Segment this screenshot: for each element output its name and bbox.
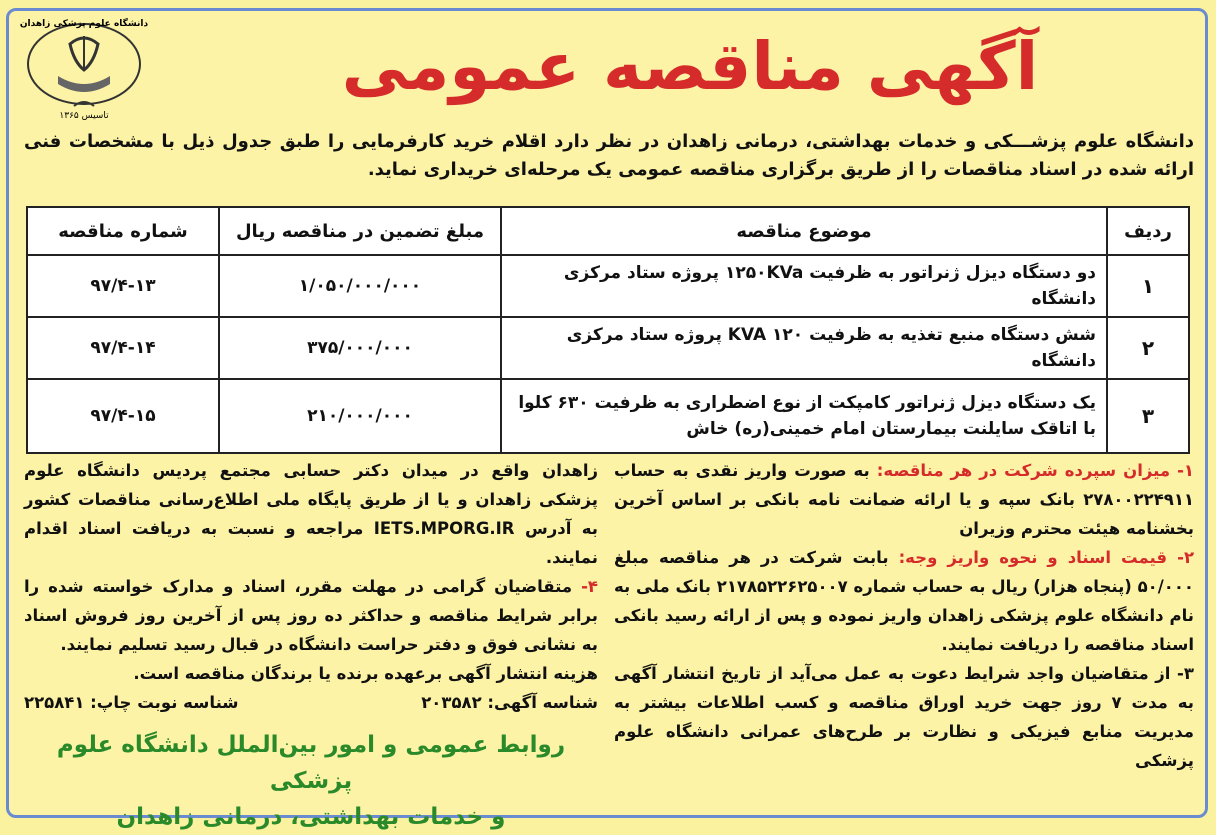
publisher-line-2: و خدمات بهداشتی، درمانی زاهدان: [116, 804, 506, 830]
row-guarantee: ۳۷۵/۰۰۰/۰۰۰: [219, 317, 501, 379]
conditions-column-right: [614, 456, 1194, 775]
section-2-title: ۲- قیمت اسناد و نحوه واریز وجه:: [898, 548, 1195, 567]
logo-university-name: دانشگاه علوم پزشکی زاهدان: [19, 19, 149, 29]
row-number: ۲: [1107, 317, 1189, 379]
university-logo: [18, 14, 150, 126]
table-row: [27, 379, 1189, 453]
header-subject: موضوع مناقصه: [501, 207, 1107, 255]
section-3-continued: [24, 456, 598, 572]
header-row-number: ردیف: [1107, 207, 1189, 255]
identifier-row: [24, 688, 598, 717]
table-row: [27, 255, 1189, 317]
section-4: [24, 572, 598, 659]
row-number: ۱: [1107, 255, 1189, 317]
ad-id: شناسه آگهی: ۲۰۳۵۸۲: [421, 693, 598, 712]
section-1-text: به صورت واریز نقدی به حساب ۲۷۸۰۰۲۲۴۹۱۱ بانک سپه و یا ارائه ضمانت نامه بانکی بر اساس آخرین بخشنامه هیئت محترم وزیران: [614, 461, 1194, 538]
table-header-row: [27, 207, 1189, 255]
section-2: [614, 543, 1194, 659]
section-3-cont-b: مراجعه و نسبت به دریافت اسناد اقدام نمایند.: [24, 519, 598, 567]
section-1-title: ۱- میزان سپرده شرکت در هر مناقصه:: [876, 461, 1194, 480]
table-row: [27, 317, 1189, 379]
section-2-text: بابت شرکت در هر مناقصه مبلغ ۵۰/۰۰۰ (پنجاه هزار) ریال به حساب شماره ۲۱۷۸۵۲۲۶۲۵۰۰۷ بانک ملی به نام دانشگاه علوم پزشکی زاهدان واریز نموده و پس از ارائه رسید بانکی اسناد مناقصه را دریافت نمایند.: [614, 548, 1194, 654]
publisher-line-1: روابط عمومی و امور بین‌الملل دانشگاه علوم پزشکی: [56, 732, 566, 794]
row-subject: یک دستگاه دیزل ژنراتور کامپکت از نوع اضطراری به ظرفیت ۶۳۰ کلوا با اتاقک سایلنت بیمارستان امام خمینی(ره) خاش: [501, 379, 1107, 453]
row-guarantee: ۱/۰۵۰/۰۰۰/۰۰۰: [219, 255, 501, 317]
row-number: ۳: [1107, 379, 1189, 453]
section-4-title: ۴-: [581, 577, 598, 596]
section-3: ۳- از متقاضیان واجد شرایط دعوت به عمل می‌آید از تاریخ انتشار آگهی به مدت ۷ روز جهت خرید اوراق مناقصه و کسب اطلاعات بیشتر به مدیریت منابع فیزیکی و نظارت بر طرح‌های عمرانی دانشگاه علوم پزشکی: [614, 664, 1194, 770]
section-3-cont-a: زاهدان واقع در میدان دکتر حسابی مجتمع پردیس دانشگاه علوم پزشکی زاهدان و یا از طریق پایگاه ملی اطلاع‌رسانی مناقصات کشور به آدرس: [24, 461, 598, 538]
row-tender-number: ۹۷/۴-۱۴: [27, 317, 219, 379]
print-id: شناسه نوبت چاپ: ۲۲۵۸۴۱: [24, 693, 239, 712]
iets-url-link[interactable]: IETS.MPORG.IR: [373, 519, 515, 538]
page-title: آگهی مناقصه عمومی: [341, 28, 1039, 105]
intro-paragraph: دانشگاه علوم پزشـــکی و خدمات بهداشتی، درمانی زاهدان در نظر دارد اقلام خرید کارفرمایی را طبق جدول ذیل با مشخصات فنی ارائه شده در اسناد مناقصات را از طریق برگزاری مناقصه عمومی یک مرحله‌ای خریداری نماید.: [24, 131, 1194, 180]
row-subject: شش دستگاه منبع تغذیه به ظرفیت ۱۲۰ KVA پروژه ستاد مرکزی دانشگاه: [501, 317, 1107, 379]
university-seal-icon: [18, 14, 150, 126]
row-tender-number: ۹۷/۴-۱۵: [27, 379, 219, 453]
row-subject: دو دستگاه دیزل ژنراتور به ظرفیت ۱۲۵۰KVa پروژه ستاد مرکزی دانشگاه: [501, 255, 1107, 317]
cost-note: هزینه انتشار آگهی برعهده برنده یا برندگان مناقصه است.: [133, 664, 598, 683]
publisher-signature: [24, 727, 598, 835]
tenders-table: [26, 206, 1190, 454]
logo-founded: تاسیس ۱۳۶۵: [59, 111, 109, 121]
section-1: [614, 456, 1194, 543]
header-guarantee: مبلغ تضمین در مناقصه ریال: [219, 207, 501, 255]
conditions-column-left: [24, 456, 598, 835]
row-tender-number: ۹۷/۴-۱۳: [27, 255, 219, 317]
section-4-text: متقاضیان گرامی در مهلت مقرر، اسناد و مدارک خواسته شده را برابر شرایط مناقصه و حداکثر ده روز پس از آخرین روز فروش اسناد به نشانی فوق و دفتر حراست دانشگاه در قبال رسید تسلیم نمایند.: [24, 577, 598, 654]
row-guarantee: ۲۱۰/۰۰۰/۰۰۰: [219, 379, 501, 453]
header-tender-number: شماره مناقصه: [27, 207, 219, 255]
